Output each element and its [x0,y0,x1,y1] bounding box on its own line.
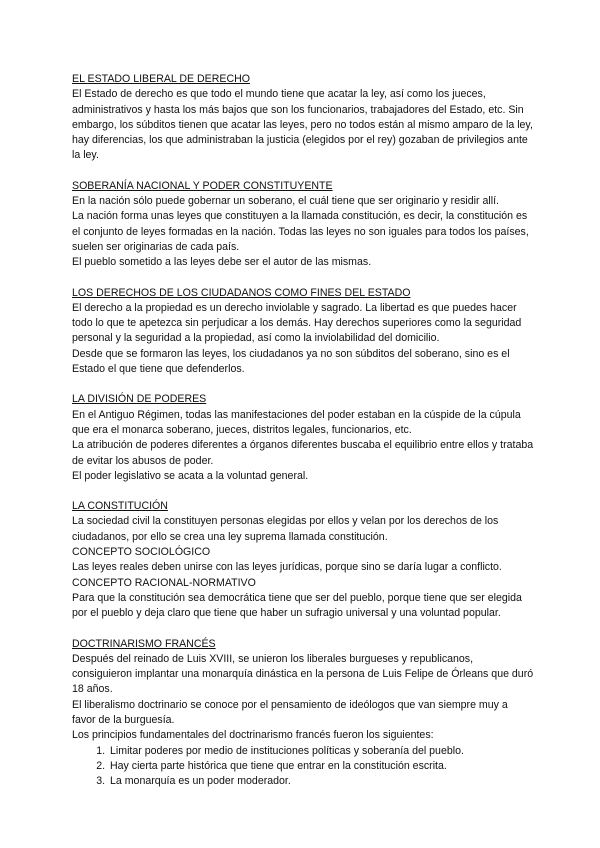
section-heading: EL ESTADO LIBERAL DE DERECHO [72,73,250,85]
list-item: 2. Hay cierta parte histórica que tiene que entrar en la constitución escrita. [108,759,534,774]
section-division-poderes [72,392,534,484]
paragraph: El liberalismo doctrinario se conoce por el pensamiento de ideólogos que van siempre muy a favor de la burguesía. [72,698,508,726]
paragraph: En el Antiguo Régimen, todas las manifestaciones del poder estaban en la cúspide de la cúpula que era el monarca soberano, jueces, distritos legales, funcionarios, etc. [72,408,521,436]
paragraph: El Estado de derecho es que todo el mundo tiene que acatar la ley, así como los jueces, administrativos y hasta los más bajos que son los funcionarios, trabajadores del Estado, etc. Sin embargo, los súbditos tienen que acatar las leyes, pero no todos están al mismo amparo de la ley, hay diferencias, los que administraban la justicia (elegidos por el rey) gozaban de privilegios ante la ley. [72,88,533,162]
subheading-racional-normativo: CONCEPTO RACIONAL-NORMATIVO [72,576,256,589]
paragraph: La nación forma unas leyes que constituyen a la llamada constitución, es decir, la constitución es el conjunto de leyes formadas en la nación. Todas las leyes no son iguales para todos los países, suelen ser originarias de cada país. [72,210,529,253]
paragraph: El pueblo sometido a las leyes debe ser el autor de las mismas. [72,256,372,269]
section-soberania-nacional [72,179,534,271]
section-doctrinarismo-frances [72,637,534,790]
paragraph: El poder legislativo se acata a la voluntad general. [72,469,309,482]
paragraph: La atribución de poderes diferentes a órganos diferentes buscaba el equilibrio entre ellos y trataba de evitar los abusos de poder. [72,439,534,467]
section-heading: LA CONSTITUCIÓN [72,500,168,513]
paragraph: Después del reinado de Luis XVIII, se unieron los liberales burgueses y republicanos, consiguieron implantar una monarquía dinástica en la persona de Luis Felipe de Órleans que duró 18 años. [72,652,534,696]
paragraph: Las leyes reales deben unirse con las leyes jurídicas, porque sino se daría lugar a conflicto. [72,561,502,574]
subheading-sociologico: CONCEPTO SOCIOLÓGICO [72,546,211,559]
section-constitucion [72,499,534,621]
section-heading: DOCTRINARISMO FRANCÉS [72,637,216,650]
paragraph: En la nación sólo puede gobernar un soberano, el cuál tiene que ser originario y residir allí. [72,195,499,208]
section-heading: LA DIVISIÓN DE PODERES [72,393,207,406]
list-item: 1. Limitar poderes por medio de instituciones políticas y soberanía del pueblo. [108,744,534,759]
paragraph: El derecho a la propiedad es un derecho inviolable y sagrado. La libertad es que puedes hacer todo lo que te apetezca sin perjudicar a los demás. Hay derechos superiores como la seguridad personal y la seguridad a la propiedad, así como la inviolabilidad del domicilio. [72,301,522,345]
section-estado-liberal [72,72,534,164]
section-heading: SOBERANÍA NACIONAL Y PODER CONSTITUYENTE [72,179,333,192]
paragraph: Para que la constitución sea democrática tiene que ser del pueblo, porque tiene que ser elegida por el pueblo y deja claro que tiene que haber un sufragio universal y una voluntad popular. [72,591,522,620]
paragraph: Desde que se formaron las leyes, los ciudadanos ya no son súbditos del soberano, sino es el Estado el que tiene que defenderlos. [72,347,510,376]
paragraph: Los principios fundamentales del doctrinarismo francés fueron los siguientes: [72,729,434,742]
principles-list [72,744,534,790]
section-derechos-ciudadanos [72,286,534,378]
section-heading: LOS DERECHOS DE LOS CIUDADANOS COMO FINES DEL ESTADO [72,286,411,299]
paragraph: La sociedad civil la constituyen personas elegidas por ellos y velan por los derechos de los ciudadanos, por ello se crea una ley suprema llamada constitución. [72,515,499,543]
document-page [72,72,534,804]
list-item: 3. La monarquía es un poder moderador. [108,774,534,789]
